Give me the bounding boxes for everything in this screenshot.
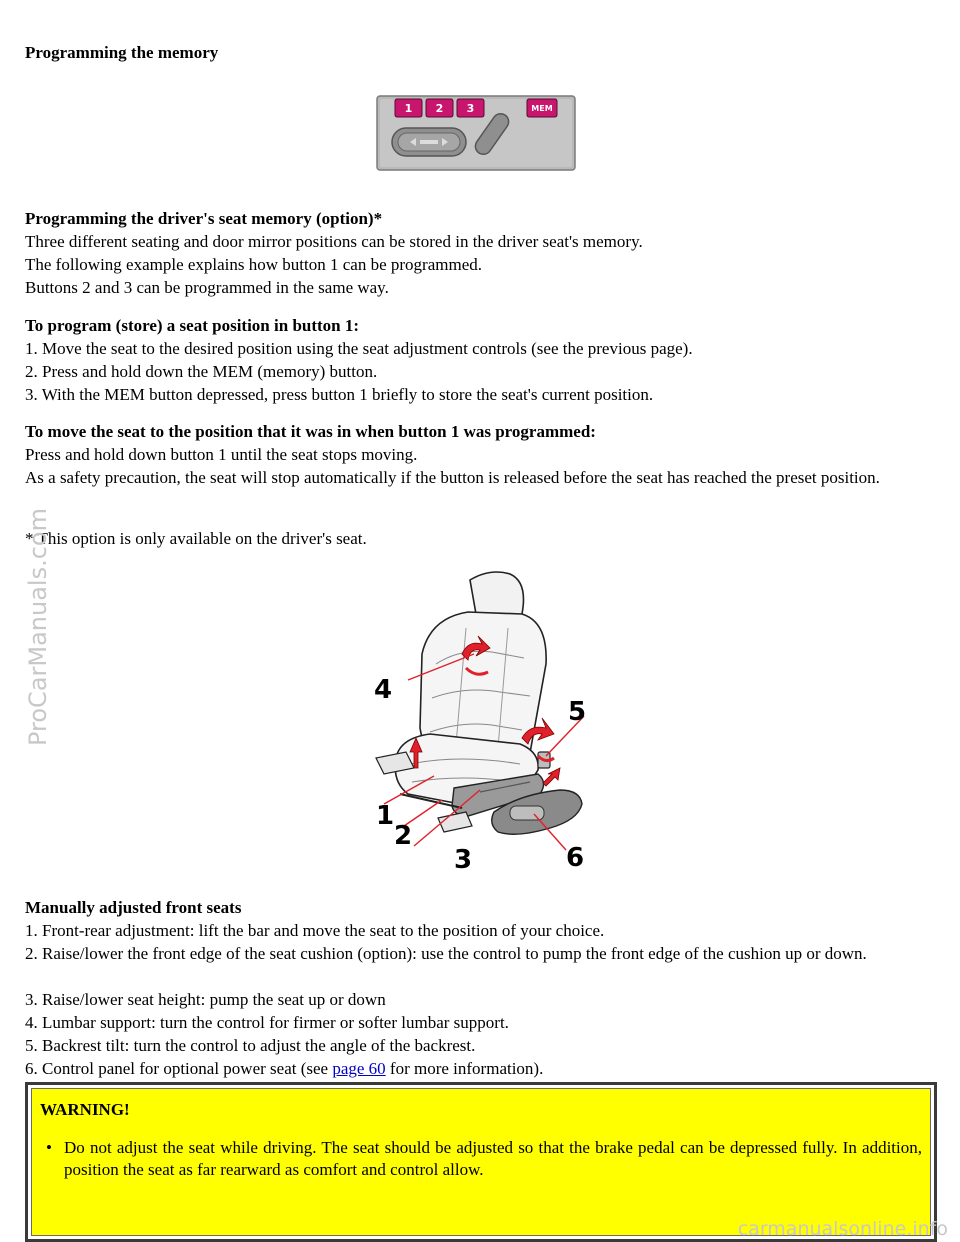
memory-button-1 — [395, 99, 422, 117]
program-step-1: 1. Move the seat to the desired position using the seat adjustment controls (see the previous page). — [25, 339, 693, 358]
warning-bullet-item — [40, 1137, 922, 1181]
move-line-2: As a safety precaution, the seat will stop automatically if the button is released before the seat has reached the preset position. — [25, 468, 880, 487]
manual-item-6-suffix: for more information). — [385, 1059, 544, 1078]
bottom-watermark: carmanualsonline.info — [737, 1218, 948, 1240]
svg-text:1: 1 — [404, 102, 413, 115]
callout-2: 2 — [394, 821, 413, 851]
seat-position-control-icon — [392, 128, 466, 156]
memory-line-2: The following example explains how button 1 can be programmed. — [25, 255, 482, 274]
program-section-heading: To program (store) a seat position in button 1: — [25, 316, 360, 335]
svg-text:2: 2 — [435, 102, 444, 115]
manual-item-5: 5. Backrest tilt: turn the control to adjust the angle of the backrest. — [25, 1036, 476, 1055]
memory-section-heading: Programming the driver's seat memory (option)* — [25, 209, 383, 228]
program-step-2: 2. Press and hold down the MEM (memory) button. — [25, 362, 378, 381]
footnote: * This option is only available on the driver's seat. — [25, 529, 367, 548]
memory-button-3 — [457, 99, 484, 117]
memory-line-1: Three different seating and door mirror positions can be stored in the driver seat's memory. — [25, 232, 643, 251]
bullet-icon: • — [46, 1138, 52, 1157]
manual-item-4: 4. Lumbar support: turn the control for firmer or softer lumbar support. — [25, 1013, 509, 1032]
manual-item-3: 3. Raise/lower seat height: pump the seat up or down — [25, 990, 386, 1009]
callout-1: 1 — [376, 801, 395, 831]
side-watermark: ProCarManuals.com — [24, 508, 52, 747]
svg-text:3: 3 — [466, 102, 475, 115]
manual-item-6-prefix: 6. Control panel for optional power seat (see — [25, 1059, 333, 1078]
page-60-link[interactable]: page 60 — [332, 1059, 386, 1078]
callout-3: 3 — [454, 845, 473, 870]
warning-panel — [31, 1088, 931, 1236]
warning-bullet-text: Do not adjust the seat while driving. The seat should be adjusted so that the brake pedal can be depressed fully. In addition, position the seat as far rearward as comfort and control allow. — [64, 1138, 922, 1179]
memory-button-2 — [426, 99, 453, 117]
callout-4: 4 — [374, 675, 393, 705]
memory-panel-illustration — [376, 95, 576, 171]
manual-item-6 — [25, 1058, 543, 1080]
move-section-heading: To move the seat to the position that it was in when button 1 was programmed: — [25, 422, 596, 441]
mem-button — [527, 99, 557, 117]
memory-line-3: Buttons 2 and 3 can be programmed in the same way. — [25, 278, 389, 297]
manual-item-1: 1. Front-rear adjustment: lift the bar and move the seat to the position of your choice. — [25, 921, 605, 940]
move-line-1: Press and hold down button 1 until the seat stops moving. — [25, 445, 418, 464]
manual-section-heading: Manually adjusted front seats — [25, 898, 242, 917]
seat-adjustment-diagram — [370, 568, 600, 870]
warning-title: WARNING! — [40, 1100, 130, 1119]
callout-6: 6 — [566, 843, 585, 870]
manual-item-2: 2. Raise/lower the front edge of the seat cushion (option): use the control to pump the front edge of the cushion up or down. — [25, 944, 867, 963]
callout-5: 5 — [568, 697, 587, 727]
section-title: Programming the memory — [25, 43, 219, 62]
program-step-3: 3. With the MEM button depressed, press button 1 briefly to store the seat's current position. — [25, 385, 654, 404]
svg-text:MEM: MEM — [531, 104, 553, 113]
